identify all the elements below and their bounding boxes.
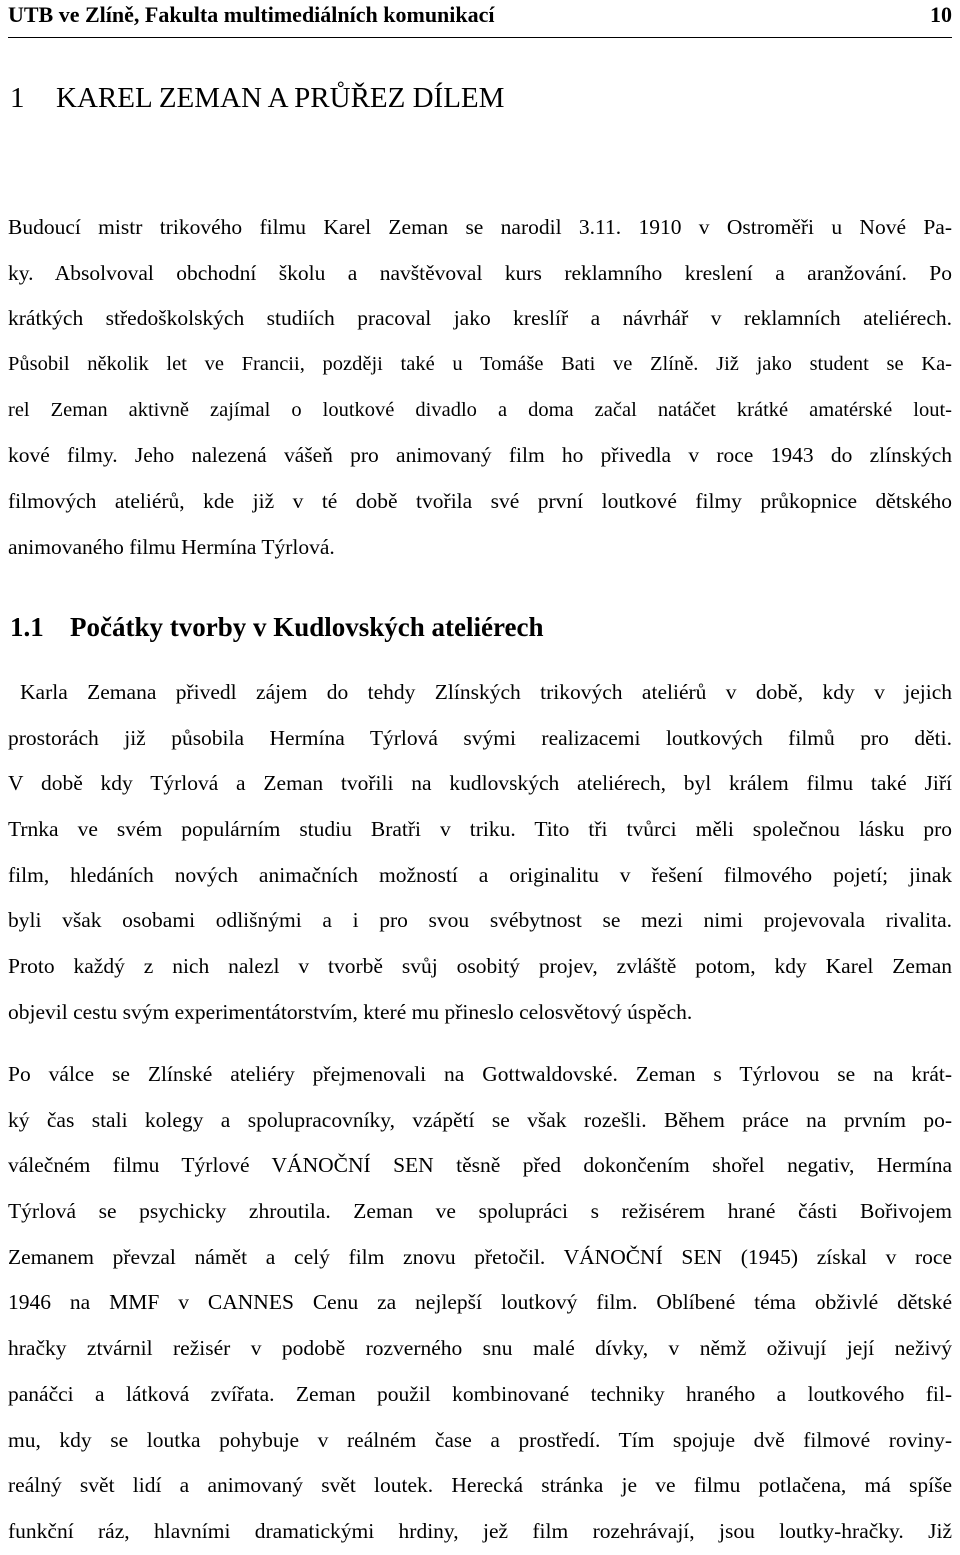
text-line: V době kdy Týrlová a Zeman tvořili na kudlovských ateliérech, byl králem filmu také Jiří <box>8 771 952 796</box>
section-title: Počátky tvorby v Kudlovských ateliérech <box>70 612 544 642</box>
text-line: Po válce se Zlínské ateliéry přejmenovali na Gottwaldovské. Zeman s Týrlovou se na krát- <box>8 1062 952 1086</box>
section-paragraph-2 <box>8 1052 952 1555</box>
text-line: válečném filmu Týrlové VÁNOČNÍ SEN těsně před dokončením shořel negativ, Hermína <box>8 1153 952 1178</box>
text-line: byli však osobami odlišnými a i pro svou svébytnost se mezi nimi projevovala rivalita. <box>8 908 952 933</box>
text-line: Proto každý z nich nalezl v tvorbě svůj osobitý projev, zvláště potom, kdy Karel Zeman <box>8 954 952 979</box>
text-line: objevil cestu svým experimentátorstvím, které mu přineslo celosvětový úspěch. <box>8 999 693 1024</box>
text-line: Týrlová se psychicky zhroutila. Zeman ve spolupráci s režisérem hrané části Bořivojem <box>8 1199 952 1224</box>
text-line: film, hledáních nových animačních možností a originalitu v řešení filmového pojetí; jinak <box>8 862 952 887</box>
text-line: animovaného filmu Hermína Týrlová. <box>8 534 335 559</box>
text-line: panáčci a látková zvířata. Zeman použil kombinované techniky hraného a loutkového fil- <box>8 1381 952 1406</box>
page-number: 10 <box>930 2 952 27</box>
chapter-heading <box>10 82 504 115</box>
chapter-title: KAREL ZEMAN A PRŮŘEZ DÍLEM <box>56 82 505 114</box>
text-line: krátkých středoškolských studiích pracoval jako kreslíř a návrhář v reklamních ateliérech. <box>8 306 952 331</box>
header-divider <box>8 37 952 38</box>
text-line: hračky ztvárnil režisér v podobě rozverného snu malé dívky, v němž oživují její neživý <box>8 1336 952 1361</box>
header-title: UTB ve Zlíně, Fakulta multimediálních komunikací <box>8 2 495 27</box>
text-line: rel Zeman aktivně zajímal o loutkové divadlo a doma začal natáčet krátké amatérské lout- <box>8 398 952 421</box>
text-line: Trnka ve svém populárním studiu Bratři v triku. Tito tři tvůrci měli společnou lásku pro <box>8 817 952 842</box>
section-paragraph-1 <box>8 670 952 1036</box>
text-line: Působil několik let ve Francii, později také u Tomáše Bati ve Zlíně. Již jako student se Ka- <box>8 353 952 376</box>
text-line: funkční ráz, hlavními dramatickými hrdiny, jež film rozehrávají, jsou loutky-hračky. Již <box>8 1518 952 1543</box>
text-line: mu, kdy se loutka pohybuje v reálném čase a prostředí. Tím spojuje dvě filmové roviny- <box>8 1427 952 1452</box>
page-header <box>0 0 960 40</box>
text-line: prostorách již působila Hermína Týrlová svými realizacemi loutkových filmů pro děti. <box>8 725 952 750</box>
text-line: 1946 na MMF v CANNES Cenu za nejlepší loutkový film. Oblíbené téma obživlé dětské <box>8 1290 952 1315</box>
text-line: Zemanem převzal námět a celý film znovu přetočil. VÁNOČNÍ SEN (1945) získal v roce <box>8 1244 952 1269</box>
chapter-number: 1 <box>10 82 25 114</box>
text-line: filmových ateliérů, kde již v té době tvořila své první loutkové filmy průkopnice dětského <box>8 489 952 514</box>
intro-paragraph <box>8 205 952 571</box>
text-line: ký čas stali kolegy a spolupracovníky, vzápětí se však rozešli. Během práce na prvním po- <box>8 1107 952 1132</box>
text-line: kové filmy. Jeho nalezená vášeň pro animovaný film ho přivedla v roce 1943 do zlínských <box>8 443 952 468</box>
text-line: ky. Absolvoval obchodní školu a navštěvoval kurs reklamního kreslení a aranžování. Po <box>8 260 952 285</box>
text-line: reálný svět lidí a animovaný svět loutek. Herecká stránka je ve filmu potlačena, má spíše <box>8 1473 952 1498</box>
text-line: Budoucí mistr trikového filmu Karel Zeman se narodil 3.11. 1910 v Ostroměři u Nové Pa- <box>8 215 952 239</box>
section-heading <box>10 612 543 643</box>
section-number: 1.1 <box>10 612 44 642</box>
text-line: Karla Zemana přivedl zájem do tehdy Zlínských trikových ateliérů v době, kdy v jejich <box>20 680 952 704</box>
